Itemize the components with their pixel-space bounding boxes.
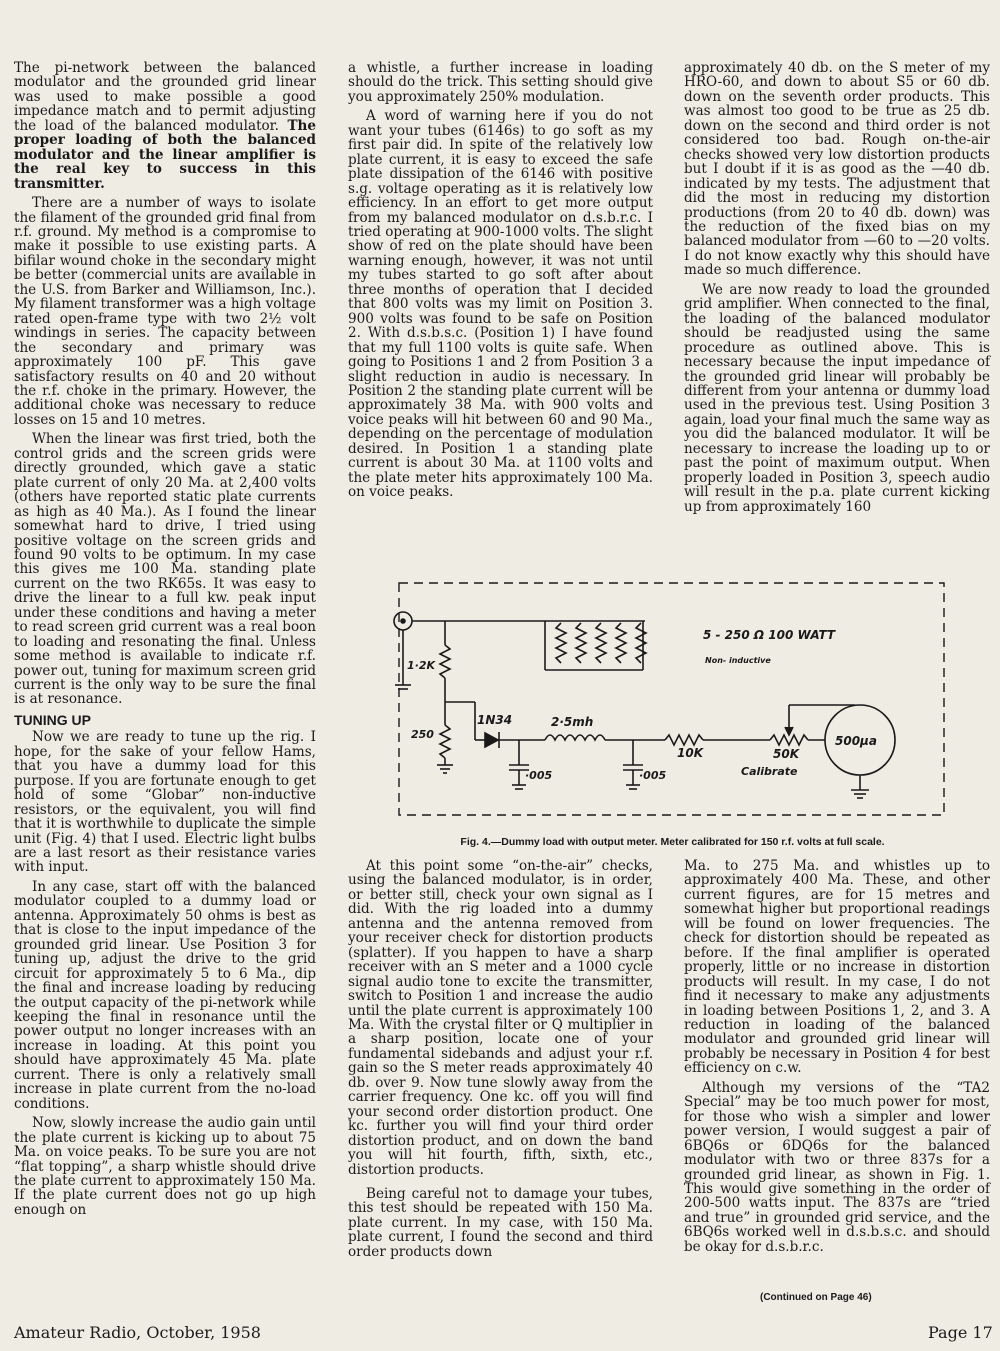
potentiometer-label: 50K <box>773 747 799 761</box>
paragraph: Being careful not to damage your tubes, this test should be repeated with 150 Ma. plate current. In my case, with 150 Ma. plate current, I found the second and third order products down <box>348 1185 653 1260</box>
paragraph: approximately 40 db. on the S meter of my HRO-60, and down to about S5 or 60 db. down on the seventh order products. This was almost too good to be true as 25 db. down on the second and third order is not considered too bad. Rough on-the-air checks showed very low distortion products but I doubt if it is as good as the —40 db. indicated by my tests. The adjustment that did the most in reducing my distortion productions (from 20 to 40 db. down) was the reduction of the fixed bias on my balanced modulator from —60 to —20 volts. I do not know exactly why this should have made so much difference. <box>684 60 990 279</box>
paragraph <box>14 61 316 191</box>
non-inductive-label: Non- inductive <box>705 656 771 665</box>
paragraph: Ma. to 275 Ma. and whistles up to approximately 400 Ma. These, and other current figures, are for 15 metres and somewhat higher but proportional readings will be found on lower frequencies. The check for distortion should be repeated as before. If the final amplifier is operated properly, little or no increase in distortion products will result. In my case, I do not find it necessary to make any adjustments in loading between Positions 1, 2, and 3. A reduction in loading of the balanced modulator and grounded grid linear will probably be necessary in Position 4 for best efficiency on c.w. <box>684 858 990 1077</box>
paragraph-text: The pi-network between the balanced modulator and the grounded grid linear was used to make possible a good impedance match and to permit adjusting the load of the balanced modulator. <box>14 60 316 134</box>
capacitor-2-label: ·005 <box>639 769 667 782</box>
continued-note: (Continued on Page 46) <box>760 1292 872 1303</box>
resistor-1k2 <box>440 645 450 678</box>
column-5 <box>684 859 990 1259</box>
footer-publication: Amateur Radio, October, 1958 <box>14 1323 261 1342</box>
diode-1n34 <box>485 733 498 747</box>
resistor-10k-label: 10K <box>677 746 703 760</box>
column-4 <box>348 859 653 1264</box>
paragraph: There are a number of ways to isolate the filament of the grounded grid final from r.f. ground. My method is a compromise to make it possible to use existing parts. A bifilar wound choke in the secondary might be better (commercial units are available in the U.S. from Barker and Williamson, Inc.). My filament transformer was a high voltage rated open-frame type with two 2½ volt windings in series. The capacity between the secondary and primary was approximately 100 pF. This gave satisfactory results on 40 and 20 without the r.f. choke in the primary. However, the additional choke was necessary to reduce losses on 15 and 10 metres. <box>14 195 317 428</box>
diode-label: 1N34 <box>477 713 513 727</box>
resistor-10k <box>665 735 703 745</box>
schematic-figure <box>385 575 960 835</box>
resistor-1k2-label: 1·2K <box>407 659 436 672</box>
capacitor-1-label: ·005 <box>525 769 553 782</box>
footer-page-number: Page 17 <box>928 1323 993 1342</box>
resistor-250 <box>440 725 450 758</box>
calibrate-label: Calibrate <box>741 765 798 778</box>
paragraph: A word of warning here if you do not want your tubes (6146s) to go soft as my first pair did. In spite of the relatively low plate current, it is easy to exceed the safe plate dissipation of the 6146 with positive s.g. voltage operating as it is relatively low efficiency. In an effort to get more output from my balanced modulator on d.s.b.r.c. I tried operating at 900-1000 volts. The slight show of red on the plate should have been warning enough, however, it was not until my tubes started to go soft after about three months of operation that I decided that 800 volts was my limit on Position 3. 900 volts was found to be safe on Position 2. With d.s.b.s.c. (Position 1) I have found that my full 1100 volts is quite safe. When going to Positions 1 and 2 from Position 3 a slight reduction in audio is necessary. In Position 2 the standing plate current will be approximately 38 Ma. with 900 volts and voice peaks will hit between 60 and 90 Ma., depending on the percentage of modulation desired. In Position 1 a standing plate current is about 30 Ma. at 1100 volts and the plate meter hits approximately 100 Ma. on voice peaks. <box>348 108 653 501</box>
enclosure-border <box>399 583 944 815</box>
paragraph: a whistle, a further increase in loading should do the trick. This setting should give you approximately 250% modulation. <box>348 60 653 105</box>
paragraph: We are now ready to load the grounded grid amplifier. When connected to the final, the loading of the balanced modulator should be readjusted using the same procedure as outlined above. This is necessary because the input impedance of the grounded grid linear will probably be different from your antenna or dummy load used in the previous test. Using Position 3 again, load your final much the same way as you did the balanced modulator. It will be necessary to increase the loading up to or past the point of maximum output. When properly loaded in Position 3, speech audio will result in the p.a. plate current kicking up from approximately 160 <box>684 281 990 515</box>
section-heading: TUNING UP <box>14 711 91 728</box>
choke-coil <box>545 735 605 740</box>
paragraph: Now we are ready to tune up the rig. I hope, for the sake of your fellow Hams, that you have a dummy load for this purpose. If you are fortunate enough to get hold of some “Globar” non-inductive resistors, or the equivalent, you will find that it is worthwhile to duplicate the simple unit (Fig. 4) that I used. Electric light bulbs are a last resort as their resistance varies with input. <box>14 729 316 876</box>
paragraph: When the linear was first tried, both the control grids and the screen grids were directly grounded, which gave a static plate current of only 20 Ma. at 2,400 volts (others have reported static plate currents as high as 40 Ma.). As I found the linear somewhat hard to drive, I tried using positive voltage on the screen grids and found 90 volts to be optimum. In my case this gives me 100 Ma. standing plate current on the two RK65s. It was easy to drive the linear to a full kw. peak input under these conditions and having a meter to read screen grid current was a real boon to loading and resonating the final. Unless some method is available to indicate r.f. power out, tuning for maximum screen grid current is the only way to be sure the final is at resonance. <box>14 431 316 708</box>
column-2 <box>348 61 653 505</box>
paragraph: At this point some “on-the-air” checks, using the balanced modulator, is in order, or better still, check your own signal as I did. With the rig loaded into a dummy antenna and the antenna removed from your receiver check for distortion products (splatter). If you happen to have a sharp receiver with an S meter and a 1000 cycle signal audio tone to excite the transmitter, switch to Position 1 and increase the audio until the plate current is approximately 100 Ma. With the crystal filter or Q multiplier in a sharp position, locate one of your fundamental sidebands and adjust your r.f. gain so the S meter reads approximately 40 db. over 9. Now tune slowly away from the carrier frequency. One kc. off you will find your second order distortion product. One kc. further you will find your third order distortion product, and on down the band you will hit fourth, fifth, sixth, etc., distortion products. <box>348 858 653 1178</box>
emphasis-text: The proper loading of both the balanced modulator and the linear amplifier is the real key to success in this transmitter. <box>14 117 316 192</box>
figure-caption: Fig. 4.—Dummy load with output meter. Meter calibrated for 150 r.f. volts at full scale. <box>460 836 885 848</box>
column-3 <box>684 61 990 519</box>
meter-label: 500µa <box>835 734 877 748</box>
load-resistor-bank <box>545 621 646 670</box>
load-resistor-label: 5 - 250 Ω 100 WATT <box>703 628 836 642</box>
column-1 <box>14 61 316 1222</box>
paragraph: Although my versions of the “TA2 Special” may be too much power for most, for those who wish a simpler and lower power version, I would suggest a pair of 6BQ6s or 6DQ6s for the balanced modulator with two or three 837s for a grounded grid linear, as shown in Fig. 1. This would give something in the order of 200-500 watts input. The 837s are “tried and true” in grounded grid service, and the 6BQ6s worked well in d.s.b.s.c. and should be okay for d.s.b.r.c. <box>684 1079 990 1255</box>
paragraph: In any case, start off with the balanced modulator coupled to a dummy load or antenna. Approximately 50 ohms is best as that is close to the input impedance of the grounded grid linear. Use Position 3 for tuning up, adjust the drive to the grid circuit for approximately 5 to 6 Ma., dip the final and increase loading by reducing the output capacity of the pi-network while keeping the final in resonance until the power output no longer increases with an increase in loading. At this point you should have approximately 45 Ma. plate current. There is only a relatively small increase in plate current from the no-load conditions. <box>14 878 316 1112</box>
resistor-250-label: 250 <box>411 728 434 741</box>
paragraph: Now, slowly increase the audio gain until the plate current is kicking up to about 75 Ma. on voice peaks. To be sure you are not “flat topping”, a sharp whistle should drive the plate current to approximately 150 Ma. If the plate current does not go up high enough on <box>14 1115 316 1218</box>
choke-label: 2·5mh <box>551 715 594 729</box>
